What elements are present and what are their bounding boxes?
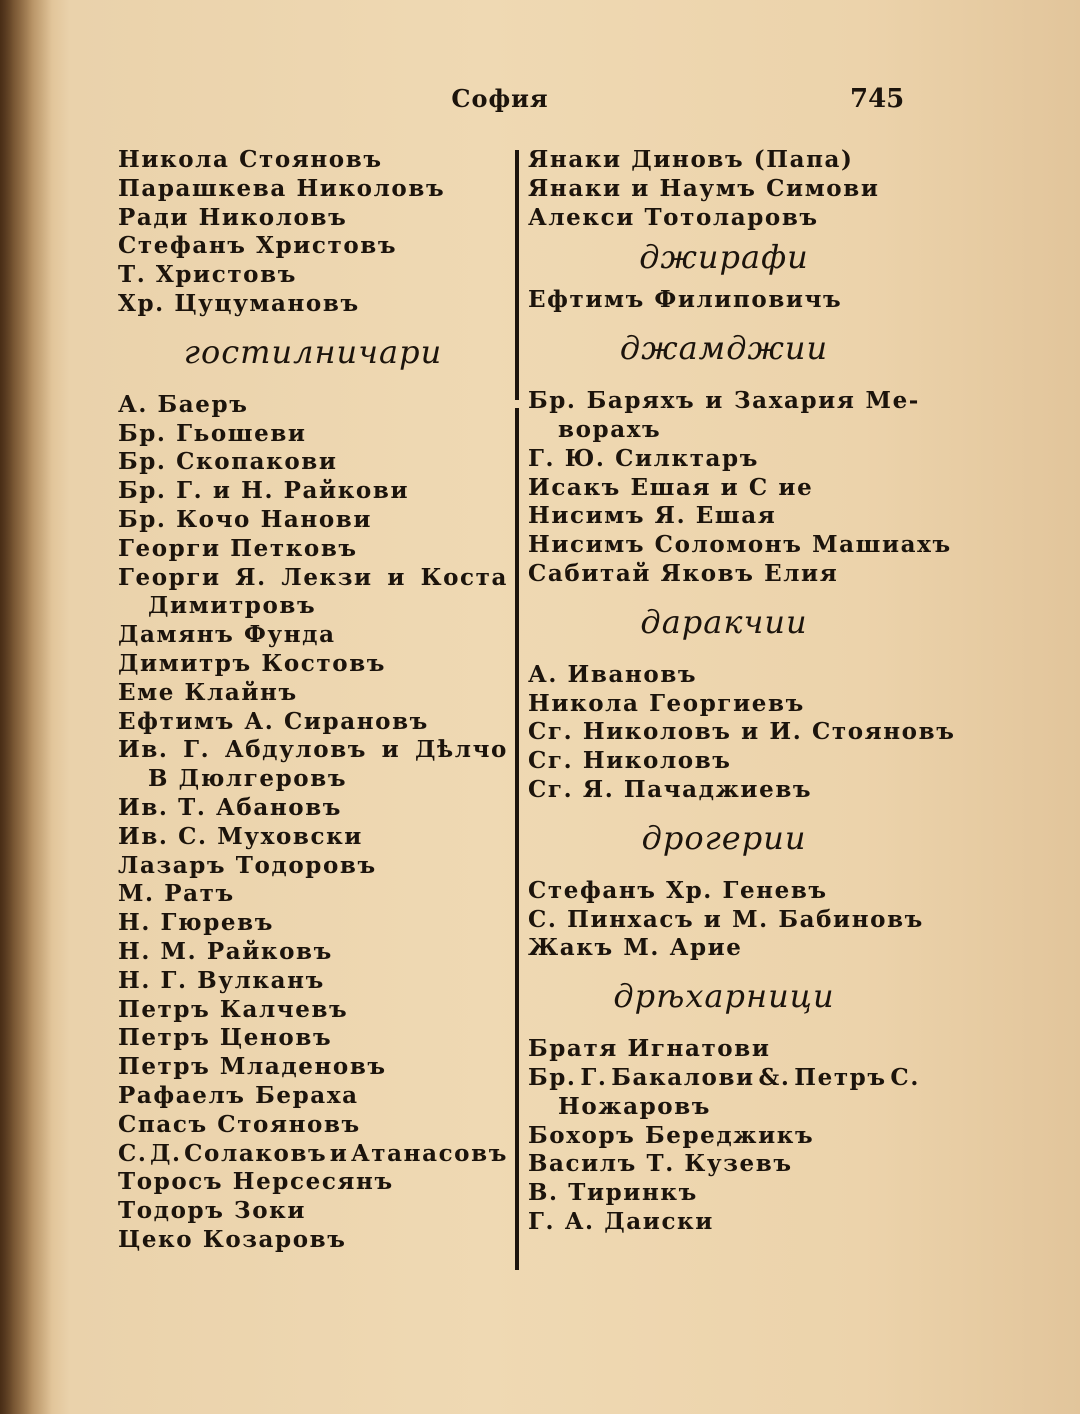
list-item: Бр. Гьошеви: [118, 419, 307, 447]
list-item: Нисимъ Соломонъ Машиахъ: [528, 531, 952, 559]
list-item: Алекси Тотоларовъ: [528, 203, 819, 231]
book-spine-shadow: [0, 0, 52, 1414]
list-item: Сг. Я. Пачаджиевъ: [528, 775, 813, 803]
list-item: Н. Гюревъ: [118, 909, 274, 937]
list-item: Сг. Николовъ и И. Стояновъ: [528, 718, 956, 746]
list-item: Хр. Цуцумановъ: [118, 289, 360, 317]
list-item: Н. Г. Вулканъ: [118, 966, 325, 994]
page-number: 745: [850, 84, 905, 114]
list-item: Ради Николовъ: [118, 203, 348, 231]
list-item: Г. А. Даиски: [528, 1207, 714, 1235]
list-item: Бр. Г. Бакалови &. Петръ С.: [528, 1063, 920, 1091]
section-heading: дрогерии: [641, 818, 807, 857]
list-item: Димитръ Костовъ: [118, 649, 387, 677]
list-item: Торосъ Нерсесянъ: [118, 1168, 394, 1196]
column-divider-bottom: [515, 408, 519, 1270]
list-item: С. Д. Солаковъ и Атанасовъ: [118, 1139, 508, 1167]
list-item: Бохоръ Береджикъ: [528, 1121, 815, 1149]
list-item: Тодоръ Зоки: [118, 1197, 307, 1225]
list-item: Стефанъ Хр. Геневъ: [528, 876, 828, 904]
list-item: Георги Петковъ: [118, 534, 358, 562]
list-item: М. Ратъ: [118, 880, 235, 908]
running-header-title: София: [451, 84, 549, 113]
list-item: С. Пинхасъ и М. Бабиновъ: [528, 905, 924, 933]
list-item: Бр. Скопакови: [118, 448, 338, 476]
list-item: А. Баеръ: [118, 390, 249, 418]
list-item-continuation: ворахъ: [558, 415, 662, 443]
list-item: Ив. Т. Абановъ: [118, 793, 343, 821]
list-item: Ефтимъ А. Сирановъ: [118, 707, 429, 735]
list-item-continuation: Ножаровъ: [558, 1092, 712, 1120]
list-item: Рафаелъ Бераха: [118, 1081, 359, 1109]
left-column: [118, 146, 508, 1255]
list-item: Т. Христовъ: [118, 261, 297, 289]
list-item: Г. Ю. Силктаръ: [528, 444, 759, 472]
list-item: Спасъ Стояновъ: [118, 1110, 361, 1138]
list-item: Петръ Калчевъ: [118, 995, 349, 1023]
list-item: Исакъ Ешая и С ие: [528, 473, 814, 501]
list-item: Нисимъ Я. Ешая: [528, 502, 777, 530]
list-item: Братя Игнатови: [528, 1035, 771, 1063]
list-item-continuation: В Дюлгеровъ: [148, 765, 348, 793]
list-item: Стефанъ Христовъ: [118, 232, 398, 260]
list-item: Георги Я. Лекзи и Коста: [118, 563, 508, 591]
list-item: Янаки и Наумъ Симови: [528, 174, 880, 202]
list-item: Сабитай Яковъ Елия: [528, 559, 839, 587]
list-item: Петръ Младеновъ: [118, 1053, 387, 1081]
list-item: Бр. Г. и Н. Райкови: [118, 477, 410, 505]
list-item: Петръ Ценовъ: [118, 1024, 333, 1052]
list-item: Ив. Г. Абдуловъ и Дѣлчо: [118, 736, 508, 764]
list-item: Бр. Баряхъ и Захария Ме-: [528, 387, 920, 415]
list-item: Лазаръ Тодоровъ: [118, 851, 377, 879]
section-heading: дрѣхарници: [613, 977, 835, 1016]
section-heading: даракчии: [640, 602, 808, 641]
section-heading: джирафи: [639, 238, 809, 277]
list-item: Цеко Козаровъ: [118, 1225, 347, 1253]
list-item: Ив. С. Муховски: [118, 822, 363, 850]
list-item: Жакъ М. Арие: [528, 934, 743, 962]
list-item: Никола Стояновъ: [118, 146, 383, 173]
column-divider-top: [515, 150, 519, 400]
list-item: А. Ивановъ: [528, 660, 698, 688]
right-column: [528, 146, 956, 1237]
list-item: Еме Клайнъ: [118, 678, 298, 706]
list-item: Никола Георгиевъ: [528, 689, 805, 717]
list-item-continuation: Димитровъ: [148, 592, 317, 620]
list-item: Н. М. Райковъ: [118, 937, 333, 965]
section-heading: гостилничари: [183, 332, 443, 371]
list-item: Ефтимъ Филиповичъ: [528, 286, 843, 314]
section-heading: джамджии: [619, 329, 829, 368]
list-item: Парашкева Николовъ: [118, 174, 446, 202]
list-item: Сг. Николовъ: [528, 747, 732, 775]
list-item: Янаки Диновъ (Папа): [528, 146, 854, 173]
list-item: Дамянъ Фунда: [118, 621, 336, 649]
list-item: Бр. Кочо Нанови: [118, 505, 373, 533]
list-item: Василъ Т. Кузевъ: [528, 1150, 793, 1178]
list-item: В. Тиринкъ: [528, 1179, 698, 1207]
